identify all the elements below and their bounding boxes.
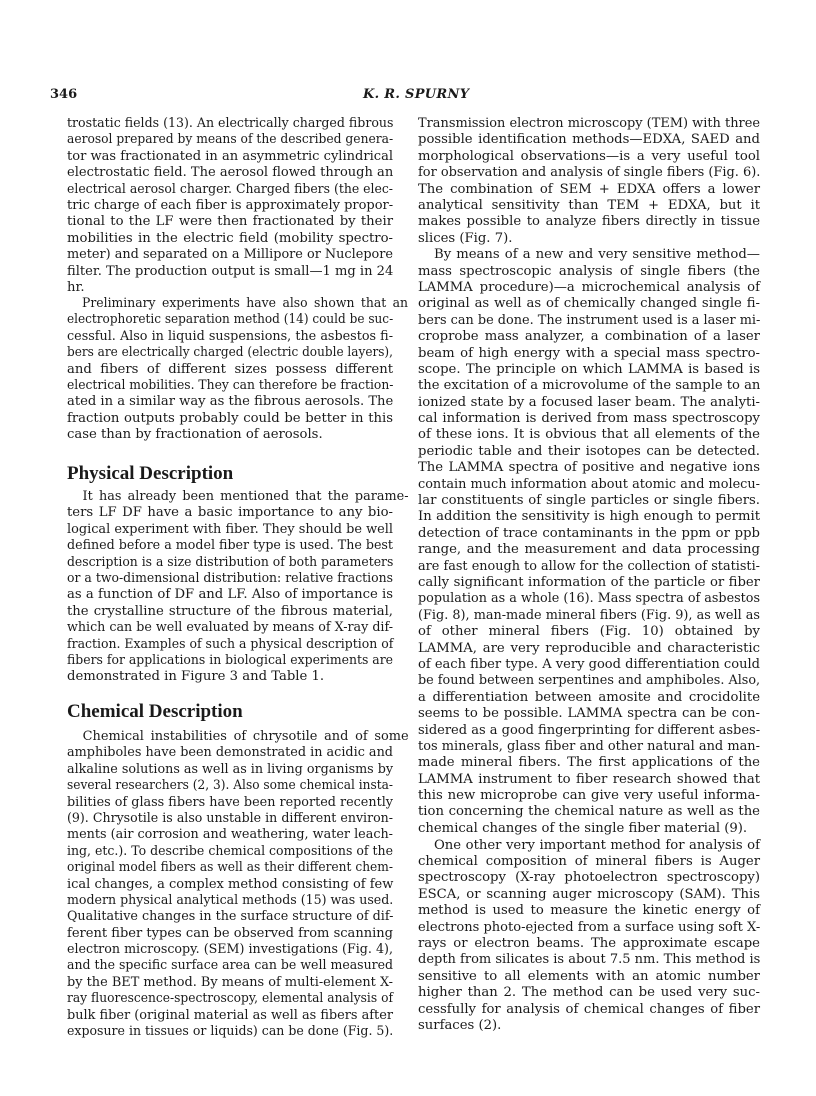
- text-line: analytical sensitivity than TEM + EDXA, but it: [418, 197, 760, 213]
- text-line: description is a size distribution of both parameters: [67, 554, 394, 570]
- text-line: bers can be done. The instrument used is a laser mi-: [418, 312, 761, 328]
- section-heading-physical-description: Physical Description: [67, 463, 234, 484]
- text-line: exposure in tissues or liquids) can be done (Fig. 5).: [67, 1024, 394, 1040]
- text-line: tric charge of each fiber is approximately propor-: [67, 197, 394, 213]
- paragraph: [67, 489, 409, 686]
- text-line: In addition the sensitivity is high enough to permit: [418, 509, 760, 525]
- text-line: tos minerals, glass fiber and other natural and man-: [418, 738, 760, 754]
- running-head: K. R. SPURNY: [363, 87, 470, 102]
- text-line: as a function of DF and LF. Also of importance is: [67, 587, 393, 603]
- text-line: cessfully for analysis of chemical changes of fiber: [418, 1001, 760, 1017]
- text-line: trostatic fields (13). An electrically charged fibrous: [67, 116, 394, 131]
- text-line: meter) and separated on a Millipore or Nuclepore: [67, 247, 393, 263]
- text-line: and fibers of different sizes possess different: [67, 361, 393, 377]
- text-line: hr.: [67, 279, 85, 295]
- text-line: electrical mobilities. They can therefore be fraction-: [67, 377, 394, 393]
- text-line: the crystalline structure of the fibrous material,: [67, 603, 393, 619]
- text-line: range, and the measurement and data processing: [418, 542, 760, 558]
- text-line: Preliminary experiments have also shown that an: [82, 296, 409, 311]
- text-line: croprobe mass analyzer, a combination of a laser: [418, 329, 760, 345]
- text-line: tional to the LF were then fractionated by their: [67, 214, 393, 230]
- text-line: spectroscopy (X-ray photoelectron spectroscopy): [418, 870, 760, 886]
- text-line: aerosol prepared by means of the described genera-: [67, 132, 394, 148]
- text-line: depth from silicates is about 7.5 nm. This method is: [418, 952, 761, 968]
- text-line: amphiboles have been demonstrated in acidic and: [67, 745, 393, 761]
- paragraph: [67, 296, 409, 444]
- text-line: The LAMMA spectra of positive and negative ions: [418, 460, 760, 476]
- paragraph: [67, 116, 393, 296]
- text-line: LAMMA procedure)—a microchemical analysis of: [418, 279, 760, 295]
- text-line: by the BET method. By means of multi-element X-: [67, 974, 393, 990]
- text-line: ments (air corrosion and weathering, water leach-: [67, 827, 393, 843]
- text-line: tor was fractionated in an asymmetric cylindrical: [67, 148, 393, 164]
- text-line: of these ions. It is obvious that all elements of the: [418, 427, 760, 443]
- text-line: slices (Fig. 7).: [418, 230, 513, 246]
- paragraph: [418, 838, 760, 1035]
- section-heading-chemical-description: Chemical Description: [67, 701, 243, 722]
- text-line: fibers for applications in biological experiments are: [67, 652, 393, 668]
- text-line: chemical changes of the single fiber material (9).: [418, 820, 748, 836]
- text-line: demonstrated in Figure 3 and Table 1.: [67, 669, 325, 685]
- text-line: electrostatic field. The aerosol flowed through an: [67, 165, 394, 181]
- text-line: a differentiation between amosite and crocidolite: [418, 689, 760, 705]
- text-line: cally significant information of the particle or fiber: [418, 575, 760, 590]
- text-line: mass spectroscopic analysis of single fibers (the: [418, 263, 760, 279]
- text-line: LAMMA, are very reproducible and characteristic: [418, 640, 760, 656]
- text-line: ical changes, a complex method consisting of few: [67, 876, 394, 892]
- paragraph: [418, 247, 760, 837]
- text-line: ray fluorescence-spectroscopy, elemental analysis of: [67, 991, 393, 1007]
- text-line: fraction outputs probably could be better in this: [67, 410, 393, 426]
- text-line: electrical aerosol charger. Charged fibers (the elec-: [67, 181, 393, 197]
- text-line: One other very important method for analysis of: [434, 837, 760, 853]
- text-line: for observation and analysis of single fibers (Fig. 6).: [418, 165, 761, 181]
- text-line: cessful. Also in liquid suspensions, the asbestos fi-: [67, 328, 393, 344]
- text-line: seems to be possible. LAMMA spectra can be con-: [418, 706, 760, 722]
- text-line: fraction. Examples of such a physical description of: [67, 636, 394, 652]
- text-line: contain much information about atomic and molecu-: [418, 476, 760, 492]
- text-line: case than by fractionation of aerosols.: [67, 427, 323, 443]
- text-line: ated in a similar way as the fibrous aerosols. The: [67, 394, 394, 410]
- text-line: filter. The production output is small—1 mg in 24: [67, 263, 394, 279]
- text-line: scope. The principle on which LAMMA is based is: [418, 361, 760, 377]
- text-line: higher than 2. The method can be used very suc-: [418, 985, 760, 1001]
- text-line: possible identification methods—EDXA, SAED and: [418, 132, 760, 148]
- text-line: ters LF DF have a basic importance to any bio-: [67, 505, 393, 521]
- text-line: sensitive to all elements with an atomic number: [418, 968, 760, 984]
- text-line: this new microprobe can give very useful informa-: [418, 788, 760, 804]
- text-line: makes possible to analyze fibers directly in tissue: [418, 214, 760, 230]
- text-line: By means of a new and very sensitive method—: [434, 247, 760, 263]
- paragraph: [67, 729, 409, 1040]
- text-line: ESCA, or scanning auger microscopy (SAM). This: [418, 886, 760, 902]
- text-line: electron microscopy. (SEM) investigations (Fig. 4),: [67, 942, 393, 958]
- text-line: cal information is derived from mass spectroscopy: [418, 411, 760, 427]
- text-line: and the specific surface area can be well measured: [67, 958, 393, 974]
- text-line: It has already been mentioned that the parame-: [82, 489, 409, 504]
- paragraph: [418, 116, 760, 247]
- text-line: tion concerning the chemical nature as well as the: [418, 804, 760, 820]
- text-line: morphological observations—is a very useful tool: [418, 148, 760, 164]
- text-line: LAMMA instrument to fiber research showed that: [418, 771, 760, 787]
- text-line: bilities of glass fibers have been reported recently: [67, 794, 393, 810]
- text-line: several researchers (2, 3). Also some chemical insta-: [67, 778, 394, 794]
- text-line: are fast enough to allow for the collection of statisti-: [418, 558, 760, 574]
- text-line: modern physical analytical methods (15) was used.: [67, 892, 394, 908]
- text-line: ing, etc.). To describe chemical compositions of the: [67, 843, 393, 859]
- text-line: Transmission electron microscopy (TEM) with three: [418, 116, 760, 131]
- text-line: which can be well evaluated by means of X-ray dif-: [67, 620, 394, 636]
- text-line: electrons photo-ejected from a surface using soft X-: [418, 919, 761, 935]
- text-line: be found between serpentines and amphiboles. Also,: [418, 673, 761, 689]
- text-line: made mineral fibers. The first applications of the: [418, 755, 760, 771]
- text-line: chemical composition of mineral fibers is Auger: [418, 853, 760, 869]
- text-line: electrophoretic separation method (14) could be suc-: [67, 312, 394, 328]
- text-line: bulk fiber (original material as well as fibers after: [67, 1007, 393, 1023]
- text-line: ionized state by a focused laser beam. The analyti-: [418, 394, 760, 410]
- text-line: mobilities in the electric field (mobility spectro-: [67, 230, 393, 246]
- text-line: ferent fiber types can be observed from scanning: [67, 925, 393, 941]
- text-line: or a two-dimensional distribution: relative fractions: [67, 570, 393, 586]
- text-line: sidered as a good fingerprinting for different asbes-: [418, 722, 761, 738]
- text-line: periodic table and their isotopes can be detected.: [418, 443, 760, 459]
- text-line: detection of trace contaminants in the ppm or ppb: [418, 525, 760, 541]
- text-line: The combination of SEM + EDXA offers a lower: [418, 181, 760, 197]
- text-line: rays or electron beams. The approximate escape: [418, 935, 760, 951]
- text-line: defined before a model fiber type is used. The best: [67, 538, 393, 554]
- text-line: surfaces (2).: [418, 1017, 502, 1033]
- text-line: of each fiber type. A very good differentiation could: [418, 656, 760, 672]
- text-line: the excitation of a microvolume of the sample to an: [418, 378, 761, 394]
- text-line: (Fig. 8), man-made mineral fibers (Fig. 9), as well as: [418, 607, 760, 623]
- page-number: 346: [50, 87, 78, 102]
- text-line: lar constituents of single particles or single fibers.: [418, 493, 760, 509]
- text-line: alkaline solutions as well as in living organisms by: [67, 761, 394, 777]
- text-line: (9). Chrysotile is also unstable in different environ-: [67, 810, 393, 826]
- text-line: original model fibers as well as their different chem-: [67, 860, 393, 876]
- text-line: population as a whole (16). Mass spectra of asbestos: [418, 591, 760, 607]
- text-line: Chemical instabilities of chrysotile and of some: [82, 729, 409, 744]
- text-line: method is used to measure the kinetic energy of: [418, 903, 760, 919]
- text-line: bers are electrically charged (electric double layers),: [67, 345, 393, 361]
- text-line: Qualitative changes in the surface structure of dif-: [67, 909, 394, 925]
- text-line: original as well as of chemically changed single fi-: [418, 296, 760, 312]
- text-line: logical experiment with fiber. They should be well: [67, 521, 393, 537]
- text-line: beam of high energy with a special mass spectro-: [418, 345, 760, 361]
- text-line: of other mineral fibers (Fig. 10) obtained by: [418, 624, 760, 640]
